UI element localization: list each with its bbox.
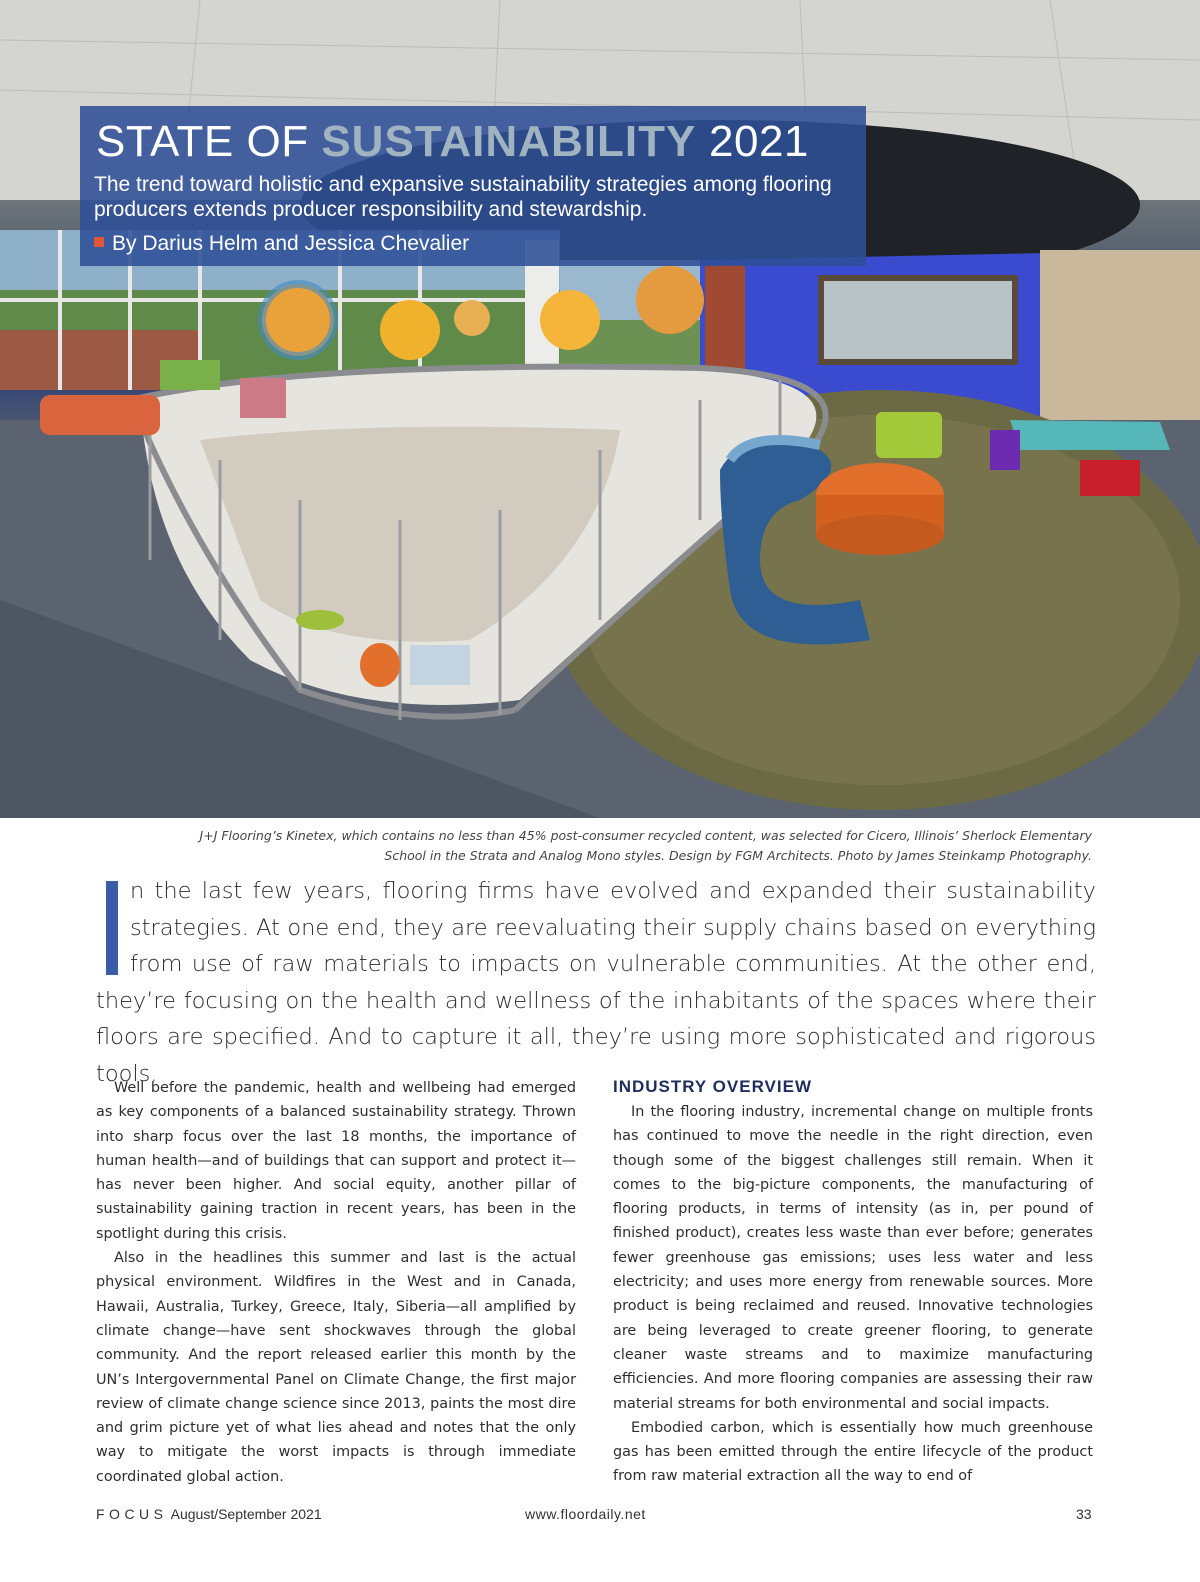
- title-prefix: STATE OF: [96, 117, 322, 166]
- lead-text: n the last few years, flooring firms have evolved and expanded their sustainability strategies. At one end, they are reevaluating their supply chains based on everything from use of raw materials to impacts on vulnerable communities. At the other end, they’re focusing on the health and wellness of the inhabitants of the spaces where their floors are specified. And to capture it all, they’re using more sophisticated and rigorous tools.: [96, 878, 1096, 1087]
- body-paragraph: Also in the headlines this summer and last is the actual physical environment. Wildfires in the West and in Canada, Hawaii, Australia, Turkey, Greece, Italy, Siberia—all amplified by climate change—have sent shockwaves through the global community. And the report released earlier this month by the UN’s Intergovernmental Panel on Climate Change, the first major review of climate change science since 2013, paints the most dire and grim picture yet of what lies ahead and notes that the only way to mitigate the worst impacts is through immediate coordinated global action.: [96, 1250, 576, 1485]
- body-paragraph: Well before the pandemic, health and wellbeing had emerged as key components of a balanced sustainability strategy. Thrown into sharp focus over the last 18 months, the importance of human health—and of buildings that can support and protect it—has never been higher. And social equity, another pillar of sustainability gaining traction in recent years, has been in the spotlight during this crisis.: [96, 1080, 576, 1242]
- lead-paragraph: [96, 873, 1096, 1092]
- left-column: [96, 1076, 576, 1489]
- body-paragraph: In the flooring industry, incremental change on multiple fronts has continued to move the needle in the right direction, even though some of the biggest challenges still remain. When it comes to the big-picture components, the manufacturing of flooring products, in terms of intensity (as in, per pound of finished product), creates less waste than ever before; generates fewer greenhouse gas emissions; uses less water and less electricity; and uses more energy from renewable sources. More product is being reclaimed and reused. Innovative technologies are being leveraged to create greener flooring, to generate cleaner waste streams and to maximize manufacturing efficiencies. And more flooring companies are assessing their raw material streams for both environmental and social impacts.: [613, 1104, 1093, 1412]
- magazine-name: FOCUS: [96, 1506, 168, 1522]
- byline-bullet: [94, 237, 104, 247]
- section-heading: INDUSTRY OVERVIEW: [613, 1077, 812, 1096]
- photo-caption: J+J Flooring’s Kinetex, which contains no less than 45% post-consumer recycled content, was selected for Cicero, Illinois’ Sherlock Elementary School in the Strata and Analog Mono styles. Design by FGM Architects. Photo by James Steinkamp Photography.: [199, 828, 1092, 863]
- footer-url[interactable]: www.floordaily.net: [525, 1506, 646, 1522]
- article-title: [96, 116, 809, 168]
- right-column: [613, 1076, 1093, 1489]
- footer-issue: [96, 1506, 322, 1522]
- issue-date: August/September 2021: [167, 1506, 322, 1522]
- title-year: 2021: [696, 117, 809, 166]
- title-box: [80, 106, 866, 266]
- byline-text: By Darius Helm and Jessica Chevalier: [112, 232, 470, 255]
- byline: [94, 231, 469, 256]
- title-accent: SUSTAINABILITY: [321, 117, 697, 166]
- drop-cap-i: [106, 881, 118, 975]
- body-paragraph: Embodied carbon, which is essentially how much greenhouse gas has been emitted through the entire lifecycle of the product from raw material extraction all the way to end of: [613, 1419, 1093, 1485]
- article-subtitle: The trend toward holistic and expansive sustainability strategies among flooring producers extends producer responsibility and stewardship.: [94, 173, 832, 221]
- page-number: 33: [1076, 1506, 1092, 1522]
